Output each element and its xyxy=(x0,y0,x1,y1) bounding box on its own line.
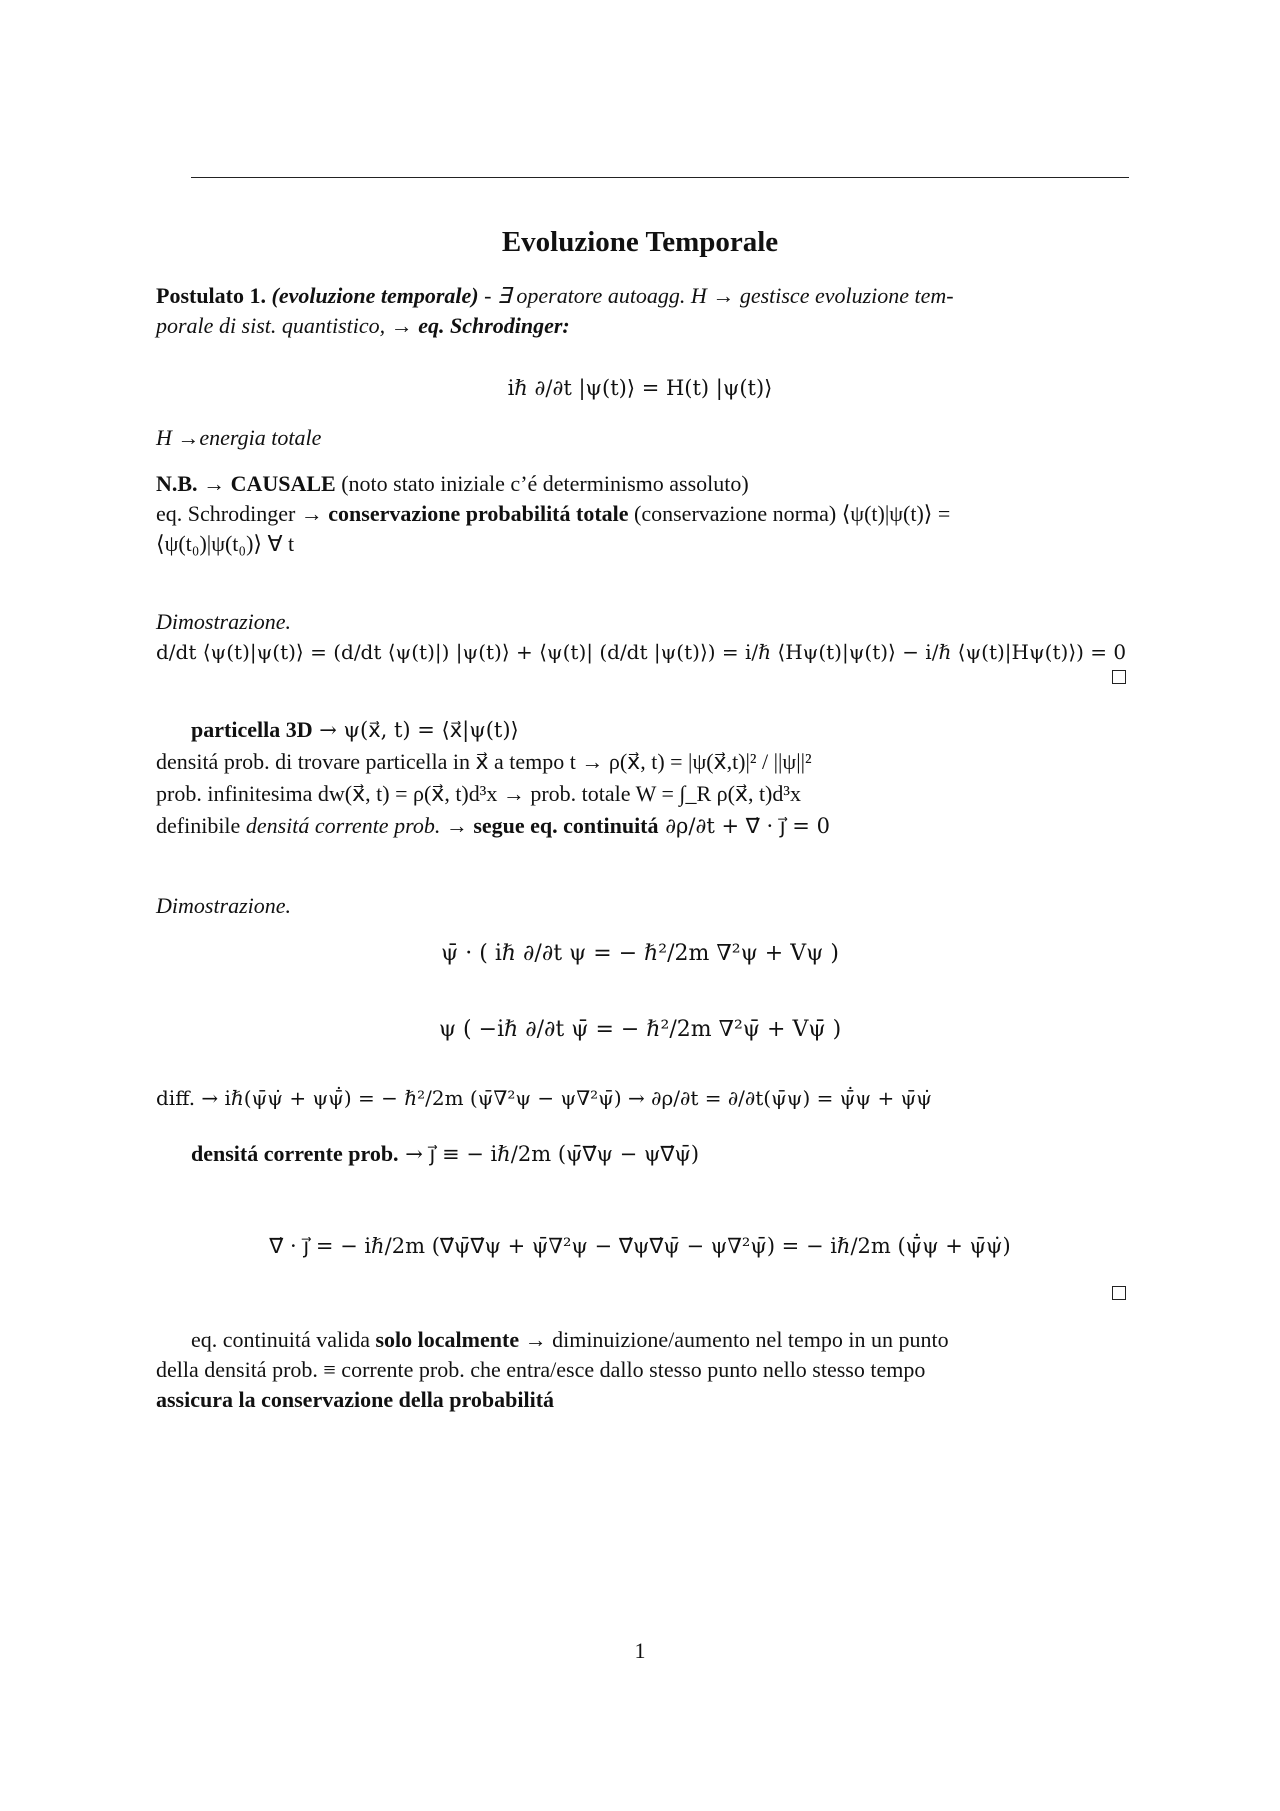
causal-label: CAUSALE xyxy=(230,471,336,496)
locally-label: solo localmente xyxy=(375,1327,520,1352)
particle-head: particella 3D → ψ(x⃗, t) = ⟨x⃗|ψ(t)⟩ xyxy=(191,717,519,742)
divergence-equation: ∇⃗ · j⃗ = − iℏ/2m (∇⃗ψ̄∇⃗ψ + ψ̄∇²ψ − ∇⃗ψ∇⃗ψ̄ − ψ∇²ψ̄) = − iℏ/2m (ψ̄̇ψ + ψ̄ψ̇) xyxy=(269,1234,1011,1258)
current-density-term: densitá corrente prob. xyxy=(245,813,441,838)
proof-2-label: Dimostrazione. xyxy=(156,893,292,918)
header-rule xyxy=(191,177,1129,178)
hamiltonian-note: H →energia totale xyxy=(156,425,322,450)
schrodinger-label: eq. Schrodinger: xyxy=(418,313,570,338)
qed-square-1 xyxy=(1112,670,1126,684)
proof-2-eq-2: ψ ( −iℏ ∂/∂t ψ̄ = − ℏ²/2m ∇²ψ̄ + Vψ̄ ) xyxy=(438,1017,842,1042)
postulate-line-2 xyxy=(156,312,1130,340)
closing-line-3: assicura la conservazione della probabilitá xyxy=(156,1387,555,1412)
postulate-line-1 xyxy=(156,282,1130,310)
postulate-label: Postulato 1. xyxy=(156,283,266,308)
postulate-text-2: porale di sist. quantistico, → xyxy=(156,313,419,338)
closing-line-1: eq. continuitá valida solo localmente → diminuizione/aumento nel tempo in un punto xyxy=(191,1327,949,1352)
continuity-label: segue eq. continuitá xyxy=(473,813,659,838)
current-density-line: densitá corrente prob. → j⃗ ≡ − iℏ/2m (ψ̄∇⃗ψ − ψ∇⃗ψ̄) xyxy=(191,1141,700,1166)
section-title: Evoluzione Temporale xyxy=(501,226,779,258)
proof-2-eq-1: ψ̄ · ( iℏ ∂/∂t ψ = − ℏ²/2m ∇²ψ + Vψ ) xyxy=(441,941,839,966)
proof-1-label: Dimostrazione. xyxy=(156,609,292,634)
particle-3d-label: particella 3D xyxy=(191,717,313,742)
page-number: 1 xyxy=(634,1638,646,1663)
postulate-name: (evoluzione temporale) xyxy=(271,283,479,308)
conservation-label: conservazione probabilitá totale xyxy=(328,501,629,526)
proof-1-equation: d/dt ⟨ψ(t)|ψ(t)⟩ = (d/dt ⟨ψ(t)|) |ψ(t)⟩ + ⟨ψ(t)| (d/dt |ψ(t)⟩) = i/ℏ ⟨Hψ(t)|ψ(t)⟩ − i/ℏ ⟨ψ(t)|Hψ(t)⟩) = 0 xyxy=(156,640,1127,664)
density-line: densitá prob. di trovare particella in x⃗ a tempo t → ρ(x⃗, t) = |ψ(x⃗,t)|² / ||ψ||² xyxy=(156,749,812,774)
infinitesimal-line: prob. infinitesima dw(x⃗, t) = ρ(x⃗, t)d³x → prob. totale W = ∫_R ρ(x⃗, t)d³x xyxy=(156,781,801,806)
postulate-text-1: - ∃ operatore autoagg. H → gestisce evoluzione tem- xyxy=(478,283,954,308)
current-density-label: densitá corrente prob. xyxy=(191,1141,399,1166)
nb-line-1: N.B. → CAUSALE (noto stato iniziale c’é determinismo assoluto) xyxy=(156,471,749,496)
schrodinger-equation: iℏ ∂/∂t |ψ(t)⟩ = H(t) |ψ(t)⟩ xyxy=(507,376,773,400)
proof-2-diff: diff. → iℏ(ψ̄ψ̇ + ψψ̄̇) = − ℏ²/2m (ψ̄∇²ψ − ψ∇²ψ̄) → ∂ρ/∂t = ∂/∂t(ψ̄ψ) = ψ̄̇ψ + ψ̄ψ̇ xyxy=(156,1086,932,1110)
nb-line-3: ⟨ψ(t₀)|ψ(t₀)⟩ ∀ t xyxy=(156,531,295,556)
continuity-line: definibile densitá corrente prob. → segue eq. continuitá ∂ρ/∂t + ∇⃗ · j⃗ = 0 xyxy=(156,813,830,838)
nb-label: N.B. xyxy=(156,471,198,496)
nb-line-2: eq. Schrodinger → conservazione probabilitá totale (conservazione norma) ⟨ψ(t)|ψ(t)⟩ = xyxy=(156,501,951,526)
qed-square-2 xyxy=(1112,1286,1126,1300)
closing-line-2: della densitá prob. ≡ corrente prob. che entra/esce dallo stesso punto nello stesso tempo xyxy=(156,1357,926,1382)
